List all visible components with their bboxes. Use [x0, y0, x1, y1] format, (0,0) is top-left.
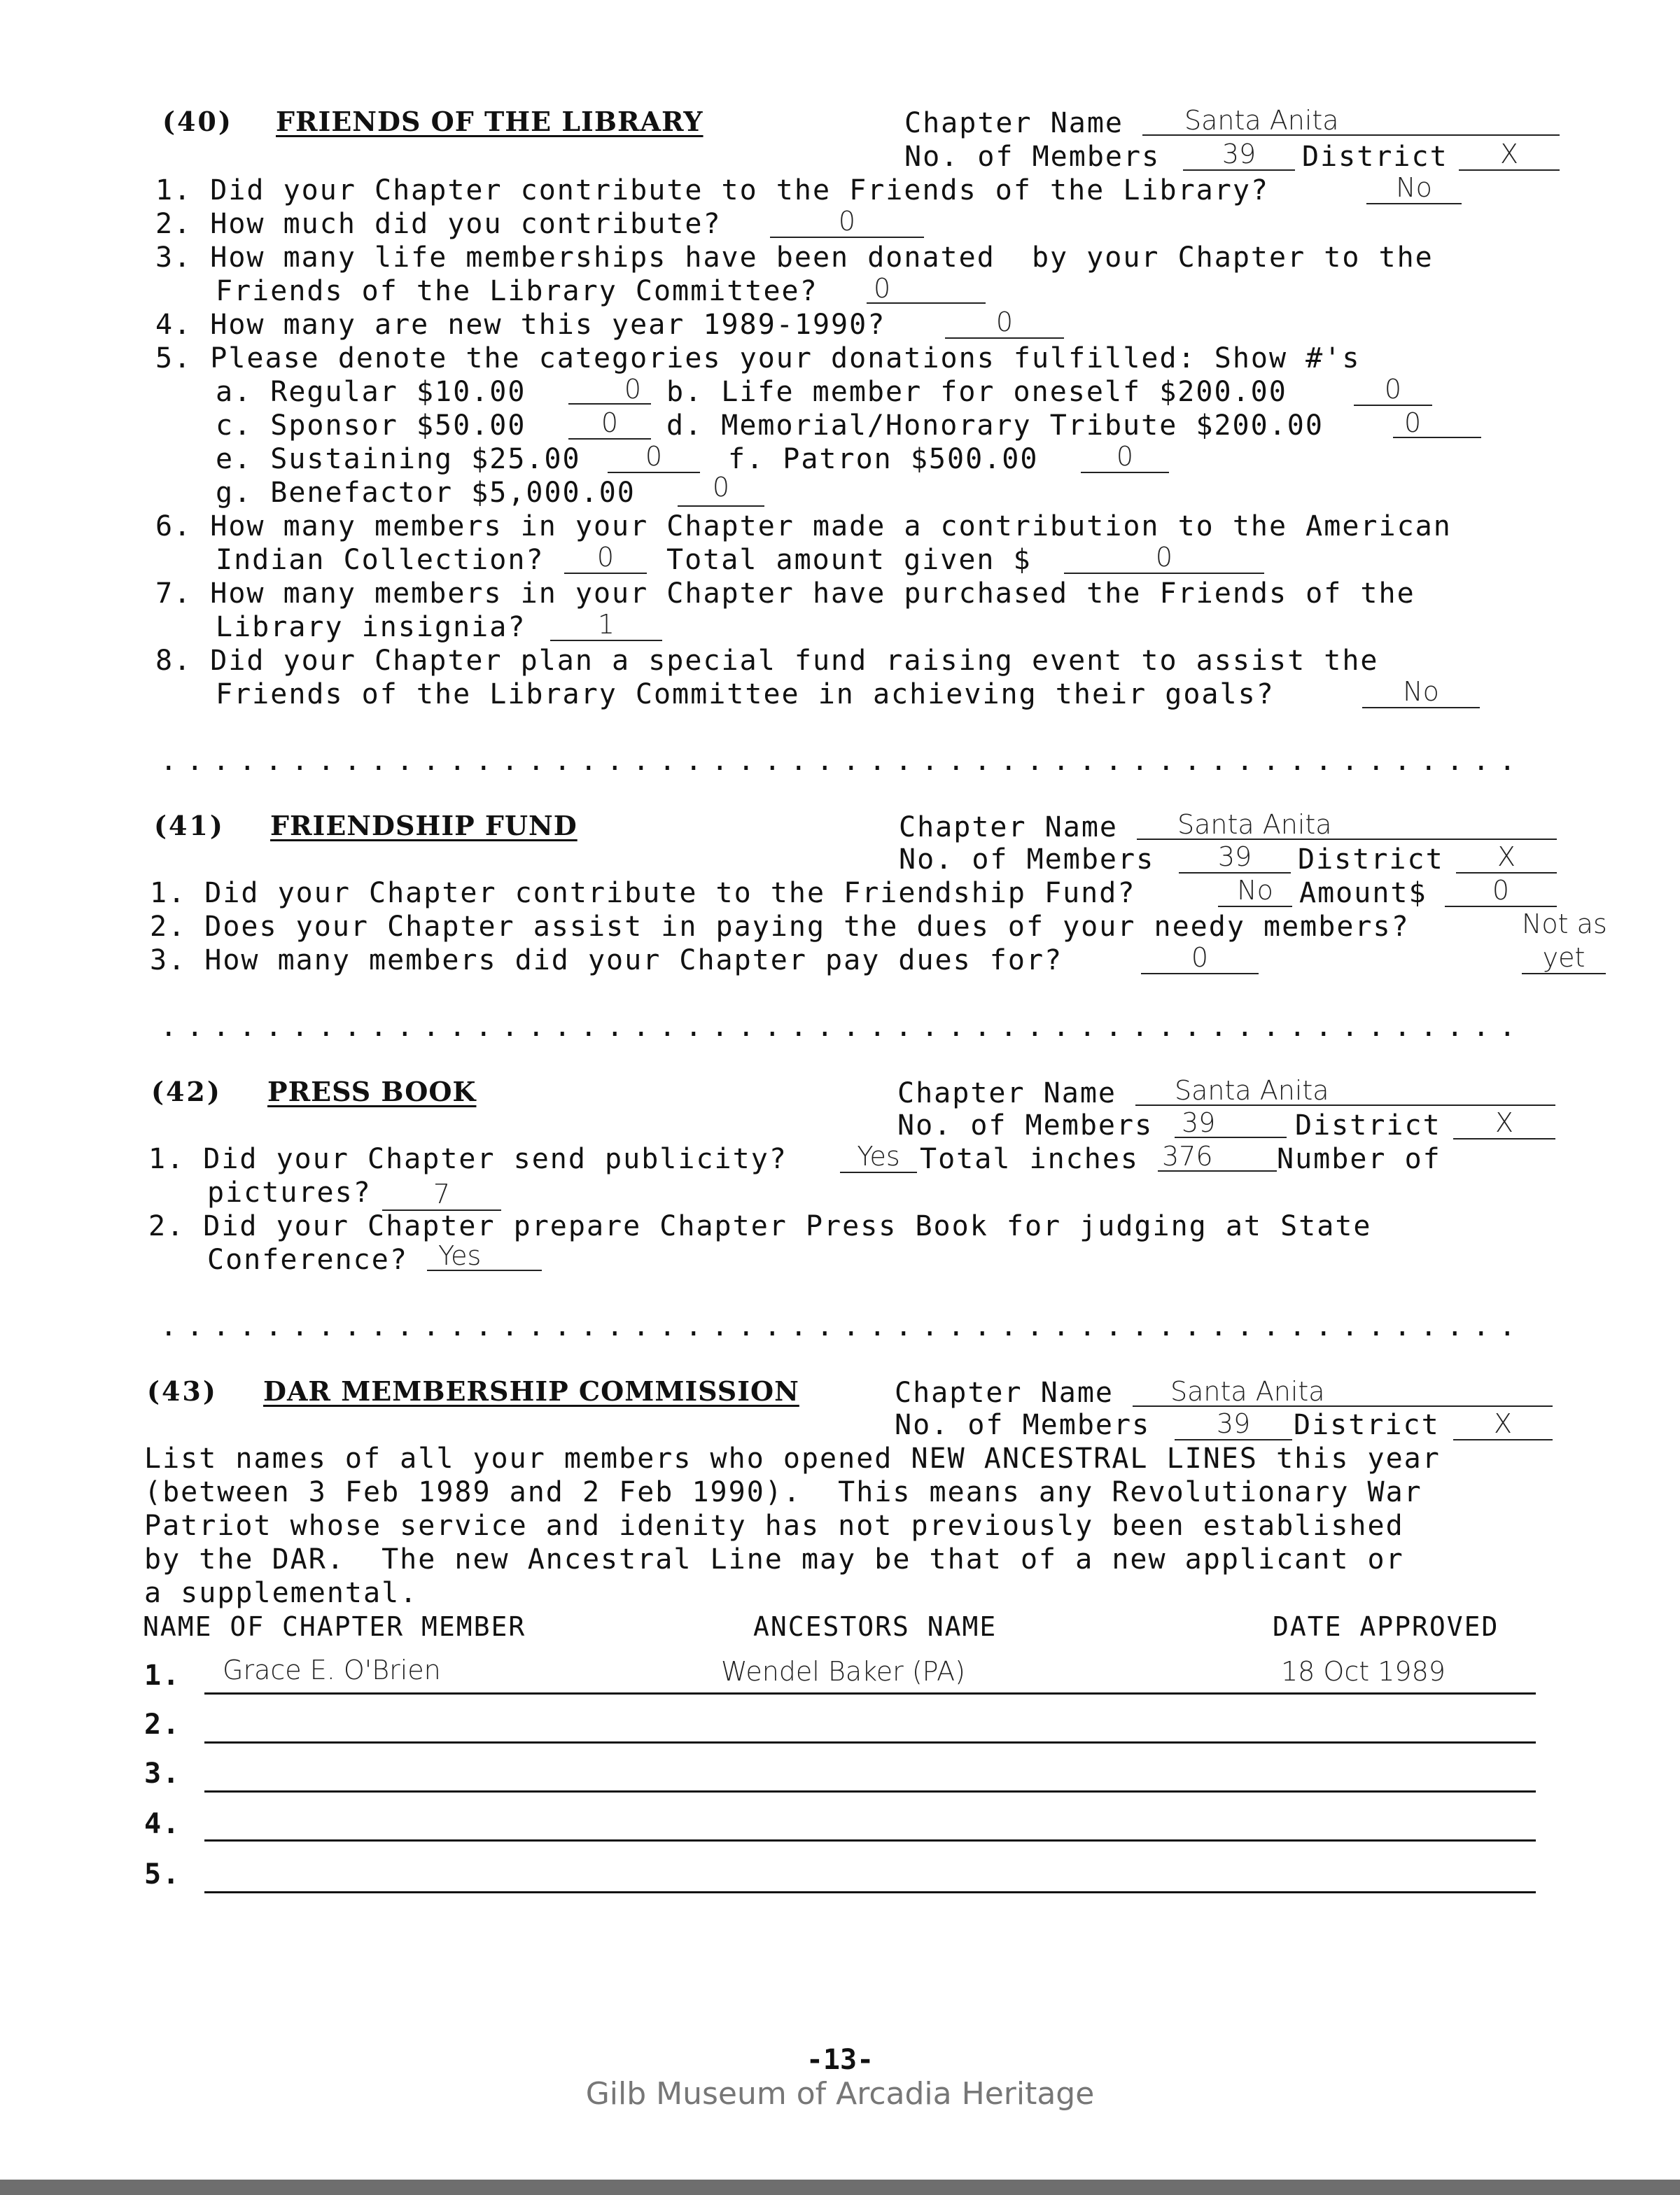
answer-2[interactable]: 0 — [770, 206, 924, 238]
category-g: g. Benefactor $5,000.00 — [216, 477, 636, 509]
column-header-member: NAME OF CHAPTER MEMBER — [143, 1611, 526, 1642]
scan-edge — [0, 2180, 1680, 2195]
instructions-line-5: a supplemental. — [144, 1577, 419, 1609]
members-label: No. of Members — [897, 1109, 1154, 1142]
row-underline — [204, 1741, 1536, 1744]
answer-6-amount[interactable]: 0 — [1064, 542, 1264, 574]
question-2: 2. Did your Chapter prepare Chapter Press Book for judging at State — [148, 1210, 1372, 1242]
district-field[interactable]: X — [1459, 139, 1560, 171]
row-number: 1. — [144, 1660, 181, 1692]
chapter-name-field[interactable]: Santa Anita — [1133, 1376, 1553, 1407]
instructions-line-2: (between 3 Feb 1989 and 2 Feb 1990). This means any Revolutionary War — [144, 1476, 1422, 1508]
answer-3[interactable]: 0 — [867, 273, 986, 304]
answer-1[interactable]: Yes — [840, 1141, 917, 1173]
row-number: 2. — [144, 1709, 181, 1741]
question-6-amount: Total amount given $ — [666, 544, 1032, 576]
question-1: 1. Did your Chapter send publicity? — [148, 1143, 788, 1175]
row-underline — [204, 1891, 1536, 1893]
ancestor-name-field[interactable]: Wendel Baker (PA) — [721, 1656, 965, 1687]
question-8-cont: Friends of the Library Committee in achieving their goals? — [216, 678, 1275, 710]
row-underline — [204, 1790, 1536, 1793]
category-a: a. Regular $10.00 — [216, 376, 526, 408]
question-8: 8. Did your Chapter plan a special fund raising event to assist the — [155, 645, 1379, 677]
section-number: (43) — [147, 1375, 218, 1407]
dotted-separator: . . . . . . . . . . . . . . . . . . . . . . . . . . . . . . . . . . . . . . . . . . . . . . . . . . . . — [160, 745, 1516, 777]
district-label: District — [1295, 1109, 1441, 1142]
district-label: District — [1298, 843, 1444, 876]
dotted-separator: . . . . . . . . . . . . . . . . . . . . . . . . . . . . . . . . . . . . . . . . . . . . . . . . . . . . — [160, 1011, 1516, 1043]
district-field[interactable]: X — [1453, 1408, 1553, 1440]
column-header-ancestor: ANCESTORS NAME — [753, 1611, 997, 1642]
row-entry-field[interactable] — [223, 1806, 1483, 1837]
instructions-line-3: Patriot whose service and idenity has not previously been established — [144, 1510, 1404, 1542]
members-label: No. of Members — [904, 141, 1161, 173]
members-field[interactable]: 39 — [1179, 841, 1291, 874]
row-underline — [204, 1692, 1536, 1695]
members-field[interactable]: 39 — [1175, 1107, 1287, 1138]
members-field[interactable]: 39 — [1175, 1408, 1292, 1440]
answer-2[interactable]: Not as — [1522, 909, 1607, 939]
section-title: FRIENDS OF THE LIBRARY — [276, 106, 704, 137]
category-d-field[interactable]: 0 — [1393, 407, 1481, 438]
answer-1[interactable]: No — [1366, 172, 1462, 204]
chapter-name-field[interactable]: Santa Anita — [1142, 105, 1560, 136]
instructions-line-4: by the DAR. The new Ancestral Line may be that of a new applicant or — [144, 1543, 1404, 1576]
question-6-cont: Indian Collection? — [216, 544, 545, 576]
question-1: 1. Did your Chapter contribute to the Friendship Fund? — [150, 877, 1136, 909]
district-field[interactable]: X — [1453, 1107, 1555, 1139]
dotted-separator: . . . . . . . . . . . . . . . . . . . . . . . . . . . . . . . . . . . . . . . . . . . . . . . . . . . . — [160, 1310, 1516, 1342]
district-label: District — [1294, 1409, 1440, 1441]
category-c-field[interactable]: 0 — [568, 407, 651, 440]
row-entry-field[interactable] — [223, 1856, 1483, 1887]
category-g-field[interactable]: 0 — [678, 476, 764, 507]
page-number: -13- — [806, 2044, 874, 2076]
question-5: 5. Please denote the categories your donations fulfilled: Show #'s — [155, 342, 1361, 374]
inches-field[interactable]: 376 — [1158, 1141, 1277, 1172]
section-number: (40) — [162, 106, 233, 137]
section-number: (41) — [154, 810, 225, 841]
answer-1[interactable]: No — [1218, 875, 1292, 907]
answer-8[interactable]: No — [1362, 676, 1480, 708]
row-underline — [204, 1839, 1536, 1842]
date-approved-field[interactable]: 18 Oct 1989 — [1281, 1656, 1446, 1687]
members-label: No. of Members — [895, 1409, 1151, 1441]
district-label: District — [1302, 141, 1448, 173]
members-field[interactable]: 39 — [1183, 139, 1295, 171]
chapter-name-label: Chapter Name — [904, 107, 1124, 139]
row-number: 5. — [144, 1858, 181, 1891]
amount-label: Amount$ — [1299, 877, 1427, 909]
section-title: PRESS BOOK — [267, 1076, 477, 1107]
question-2-cont: Conference? — [207, 1244, 408, 1276]
category-a-field[interactable]: 0 — [568, 374, 651, 405]
question-3: 3. How many life memberships have been donated by your Chapter to the — [155, 241, 1434, 274]
section-title: FRIENDSHIP FUND — [270, 810, 578, 841]
instructions-line-1: List names of all your members who opened NEW ANCESTRAL LINES this year — [144, 1443, 1441, 1475]
chapter-name-field[interactable]: Santa Anita — [1137, 809, 1557, 840]
chapter-name-label: Chapter Name — [895, 1377, 1114, 1409]
watermark: Gilb Museum of Arcadia Heritage — [585, 2076, 1095, 2112]
pictures-label-cont: pictures? — [207, 1177, 372, 1209]
chapter-name-label: Chapter Name — [897, 1077, 1116, 1109]
chapter-name-label: Chapter Name — [899, 811, 1118, 843]
row-entry-field[interactable] — [223, 1706, 1483, 1737]
question-2: 2. Does your Chapter assist in paying the dues of your needy members? — [150, 911, 1410, 943]
question-1: 1. Did your Chapter contribute to the Friends of the Library? — [155, 174, 1270, 206]
category-f-field[interactable]: 0 — [1081, 441, 1169, 473]
question-6: 6. How many members in your Chapter made a contribution to the American — [155, 510, 1452, 542]
member-name-field[interactable]: Grace E. O'Brien — [223, 1655, 441, 1685]
category-b: b. Life member for oneself $200.00 — [666, 376, 1287, 408]
row-entry-field[interactable] — [223, 1755, 1483, 1786]
pictures-field[interactable]: 7 — [382, 1179, 501, 1211]
row-number: 4. — [144, 1808, 181, 1840]
category-e: e. Sustaining $25.00 — [216, 443, 581, 475]
row-number: 3. — [144, 1758, 181, 1790]
answer-2[interactable]: Yes — [427, 1240, 542, 1271]
section-number: (42) — [151, 1076, 222, 1107]
question-7: 7. How many members in your Chapter have purchased the Friends of the — [155, 577, 1415, 610]
answer-3[interactable]: 0 — [1141, 942, 1259, 974]
pictures-label: Number of — [1277, 1143, 1441, 1175]
category-e-field[interactable]: 0 — [608, 441, 700, 473]
amount-field[interactable]: 0 — [1445, 875, 1557, 907]
answer-4[interactable]: 0 — [945, 307, 1064, 339]
chapter-name-field[interactable]: Santa Anita — [1135, 1075, 1555, 1106]
answer-7[interactable]: 1 — [550, 609, 662, 641]
answer-2-cont[interactable]: yet — [1522, 942, 1606, 974]
category-d: d. Memorial/Honorary Tribute $200.00 — [666, 409, 1324, 442]
question-3: 3. How many members did your Chapter pay dues for? — [150, 944, 1063, 976]
category-b-field[interactable]: 0 — [1354, 374, 1432, 406]
question-2: 2. How much did you contribute? — [155, 208, 722, 240]
category-c: c. Sponsor $50.00 — [216, 409, 526, 442]
question-4: 4. How many are new this year 1989-1990? — [155, 309, 886, 341]
inches-label: Total inches — [920, 1143, 1139, 1175]
question-3-cont: Friends of the Library Committee? — [216, 275, 818, 307]
members-label: No. of Members — [899, 843, 1155, 876]
question-7-cont: Library insignia? — [216, 611, 526, 643]
category-f: f. Patron $500.00 — [728, 443, 1039, 475]
column-header-date: DATE APPROVED — [1273, 1611, 1499, 1642]
answer-6-count[interactable]: 0 — [564, 542, 647, 574]
section-title: DAR MEMBERSHIP COMMISSION — [263, 1375, 799, 1407]
district-field[interactable]: X — [1456, 841, 1557, 874]
